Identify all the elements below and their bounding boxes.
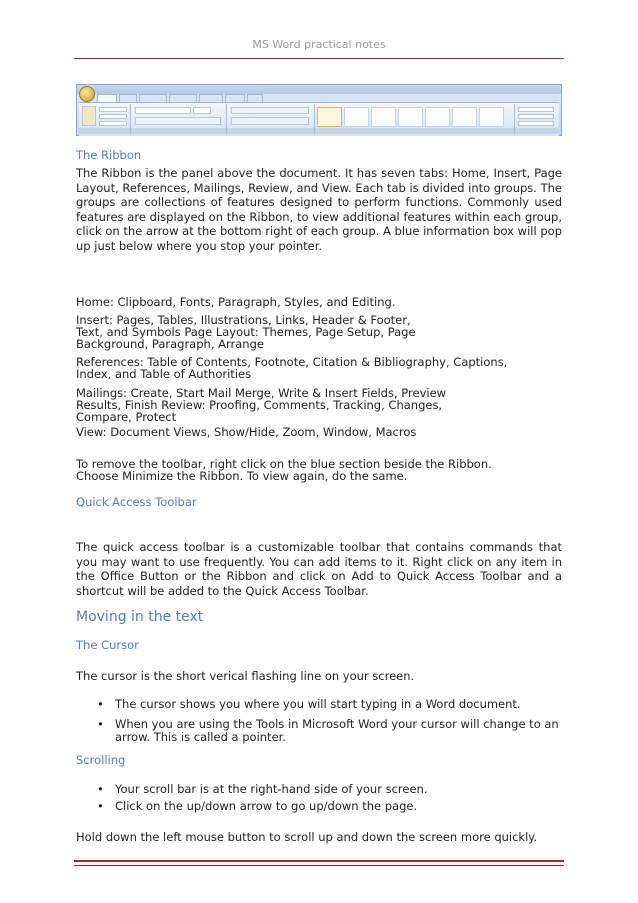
list-item: • The cursor shows you where you will start typing in a Word document.: [76, 698, 562, 711]
scrolling-bullet-list: [76, 783, 562, 813]
tab-references-line2: Index, and Table of Authorities: [76, 367, 252, 381]
ribbon-body: [79, 102, 559, 136]
tab-references-line1: References: Table of Contents, Footnote, Citation & Bibliography, Captions,: [76, 355, 508, 369]
select-icon: [518, 121, 554, 126]
paste-icon: [82, 106, 96, 126]
ribbon-group-font: [131, 104, 227, 134]
heading-moving-in-the-text: Moving in the text: [76, 609, 204, 625]
ribbon-group-clipboard: [79, 104, 131, 134]
ribbon-group-styles: [315, 104, 515, 134]
cut-icon: [99, 107, 127, 112]
tab-insert-line2: Text, and Symbols Page Layout: Themes, Page Setup, Page: [76, 325, 416, 339]
qat-paragraph: The quick access toolbar is a customizable toolbar that contains commands that you may want to use frequently. You can add items to it. Right click on any item in the Office Button or the Ribbon and click on Add to Quick Access Toolbar and a shortcut will be added to the Quick Access Toolbar.: [76, 540, 562, 598]
font-name-box: [135, 107, 191, 114]
font-size-box: [193, 107, 211, 114]
style-subtle-emphasis: [479, 107, 504, 127]
ribbon-group-editing: [515, 104, 559, 134]
ribbon-screenshot: [76, 84, 562, 136]
style-subtitle: [452, 107, 477, 127]
font-format-icons: [135, 117, 221, 125]
style-normal: [317, 107, 342, 127]
tab-mailings-line2: Results, Finish Review: Proofing, Comments, Tracking, Changes,: [76, 398, 443, 412]
page-header: MS Word practical notes: [252, 38, 386, 51]
ribbon-title-bar: [77, 85, 561, 94]
find-icon: [518, 107, 554, 112]
alignment-icons: [231, 117, 309, 125]
list-item: • When you are using the Tools in Microsoft Word your cursor will change to an arrow. This is called a pointer.: [76, 718, 562, 744]
remove-toolbar-line1: To remove the toolbar, right click on the blue section beside the Ribbon.: [76, 457, 492, 471]
tab-home: Home: Clipboard, Fonts, Paragraph, Styles, and Editing.: [76, 295, 396, 309]
heading-the-cursor: The Cursor: [76, 638, 139, 652]
ribbon-paragraph: The Ribbon is the panel above the document. It has seven tabs: Home, Insert, Page Layout, References, Mailings, Review, and View. Each tab is divided into groups. The groups are collections of features designed to perform functions. Commonly used features are displayed on the Ribbon, to view additional features within each group, click on the arrow at the bottom right of each group. A blue information box will pop up just below where you stop your pointer.: [76, 166, 562, 253]
style-no-spacing: [344, 107, 369, 127]
header-rule: [74, 58, 564, 59]
group-label-bar: [131, 128, 226, 134]
tab-view: View: Document Views, Show/Hide, Zoom, Window, Macros: [76, 425, 417, 439]
list-item: • Click on the up/down arrow to go up/down the page.: [76, 800, 562, 813]
heading-scrolling: Scrolling: [76, 753, 126, 767]
tab-mailings-line1: Mailings: Create, Start Mail Merge, Write & Insert Fields, Preview: [76, 386, 447, 400]
tab-mailings-line3: Compare, Protect: [76, 410, 177, 424]
copy-icon: [99, 114, 127, 119]
group-label-bar: [227, 128, 314, 134]
tab-insert-line3: Background, Paragraph, Arrange: [76, 337, 264, 351]
footer-rule: [74, 860, 564, 866]
style-heading2: [398, 107, 423, 127]
group-label-bar: [79, 128, 130, 134]
tab-insert-line1: Insert: Pages, Tables, Illustrations, Links, Header & Footer,: [76, 313, 411, 327]
remove-toolbar-line2: Choose Minimize the Ribbon. To view again, do the same.: [76, 469, 408, 483]
group-label-bar: [515, 128, 559, 134]
cursor-paragraph: The cursor is the short verical flashing line on your screen.: [76, 669, 415, 683]
heading-the-ribbon: The Ribbon: [76, 148, 142, 162]
heading-quick-access-toolbar: Quick Access Toolbar: [76, 495, 197, 509]
office-button-icon: [79, 86, 95, 102]
list-item: • Your scroll bar is at the right-hand side of your screen.: [76, 783, 562, 796]
scrolling-paragraph: Hold down the left mouse button to scroll up and down the screen more quickly.: [76, 830, 538, 844]
replace-icon: [518, 114, 554, 119]
style-heading1: [371, 107, 396, 127]
style-title: [425, 107, 450, 127]
group-label-bar: [315, 128, 514, 134]
cursor-bullet-list: [76, 698, 562, 744]
ribbon-group-paragraph: [227, 104, 315, 134]
list-icons: [231, 107, 309, 114]
format-painter-icon: [99, 121, 127, 126]
ribbon-tabs: [97, 94, 263, 102]
